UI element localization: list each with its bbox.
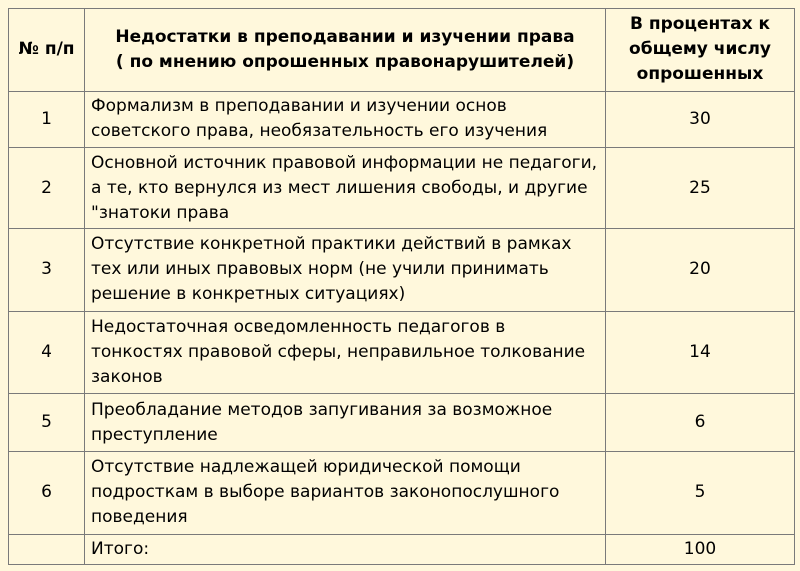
table-row (9, 148, 795, 229)
table-row (9, 311, 795, 394)
table-total-row (9, 534, 795, 564)
row-percent: 25 (606, 148, 795, 229)
row-description: Преобладание методов запугивания за возможное преступление (85, 394, 606, 452)
header-description-line2: ( по мнению опрошенных правонарушителей) (115, 51, 575, 72)
row-number: 1 (9, 91, 85, 148)
table-header-row (9, 9, 795, 92)
row-number: 5 (9, 394, 85, 452)
table-row (9, 394, 795, 452)
row-percent: 30 (606, 91, 795, 148)
row-number: 3 (9, 228, 85, 311)
header-description-line1: Недостатки в преподавании и изучении права (115, 26, 575, 47)
row-description: Недостаточная осведомленность педагогов в тонкостях правовой сферы, неправильное толкование законов (85, 311, 606, 394)
row-description: Отсутствие конкретной практики действий в рамках тех или иных правовых норм (не учили принимать решение в конкретных ситуациях) (85, 228, 606, 311)
row-number: 4 (9, 311, 85, 394)
table-row (9, 91, 795, 148)
table-row (9, 451, 795, 534)
table-row (9, 228, 795, 311)
header-percent: В процентах к общему числу опрошенных (606, 9, 795, 92)
total-label: Итого: (85, 534, 606, 564)
row-number: 6 (9, 451, 85, 534)
row-description: Отсутствие надлежащей юридической помощи подросткам в выборе вариантов законопослушного поведения (85, 451, 606, 534)
row-percent: 6 (606, 394, 795, 452)
total-number-empty (9, 534, 85, 564)
row-description: Формализм в преподавании и изучении основ советского права, необязательность его изучения (85, 91, 606, 148)
total-percent: 100 (606, 534, 795, 564)
row-percent: 20 (606, 228, 795, 311)
header-number: № п/п (9, 9, 85, 92)
header-description (85, 9, 606, 92)
row-percent: 14 (606, 311, 795, 394)
row-percent: 5 (606, 451, 795, 534)
row-number: 2 (9, 148, 85, 229)
survey-table (8, 8, 795, 565)
row-description: Основной источник правовой информации не педагоги, а те, кто вернулся из мест лишения свободы, и другие "знатоки права (85, 148, 606, 229)
